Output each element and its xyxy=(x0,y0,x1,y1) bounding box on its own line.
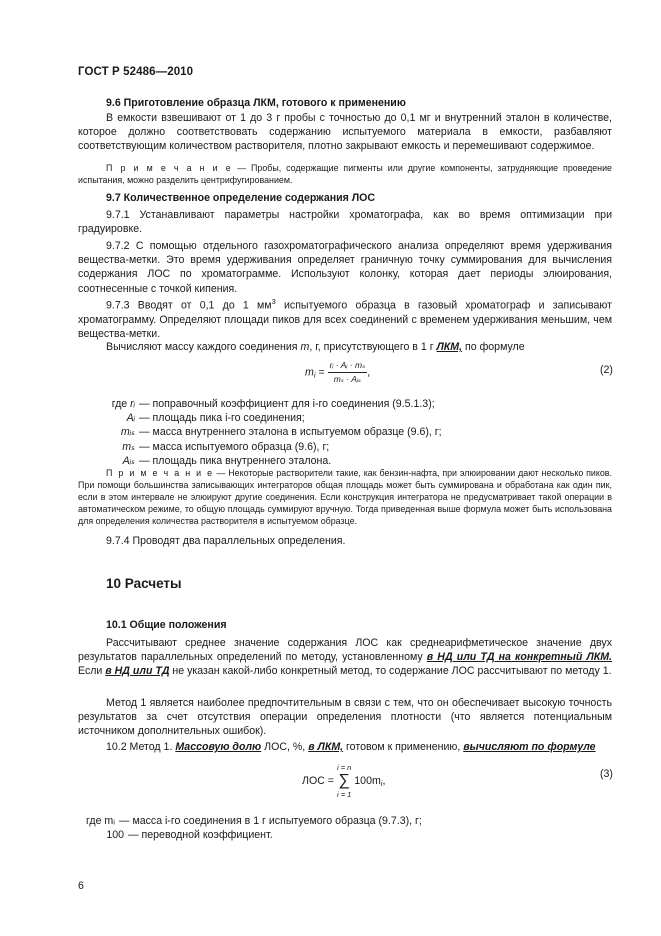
para-9-7-3-part-a: 9.7.3 Вводят от 0,1 до 1 мм xyxy=(106,299,272,312)
p3-part-d: в ЛКМ, xyxy=(308,741,344,753)
definition-row xyxy=(86,828,422,842)
formula-3-sum-top: i = n xyxy=(336,763,352,772)
calc-intro-lkm: ЛКМ, xyxy=(436,341,463,353)
definition-symbol: Aᵢ xyxy=(126,412,135,425)
section-10-title: 10 Расчеты xyxy=(106,576,182,591)
definition-row xyxy=(78,397,442,411)
p3-part-c: ЛОС, %, xyxy=(261,741,309,753)
note-text: — Некоторые растворители такие, как бензин-нафта, при элюировании дают несколько пиков. При помощи большинства записывающих интеграторов общая площадь может быть суммирована и обработана как один пик, если в этом интервале не элюируют другие соединения. Если конструкция интегратора не предусматривает такой операции в автоматическом режиме, то общую площадь суммируют вручную. Тогда приведенная выше формула может быть использована для определения количества растворителя в испытуемом образце. xyxy=(78,468,612,526)
p3-part-b: Массовую долю xyxy=(175,741,262,753)
definition-intro xyxy=(78,397,139,411)
definition-text: — поправочный коэффициент для i-го соединения (9.5.1.3); xyxy=(139,398,435,410)
calc-intro-a: Вычисляют массу каждого соединения xyxy=(106,341,301,353)
formula-3-sigma: ∑ xyxy=(338,772,350,789)
definition-text: — масса внутреннего эталона в испытуемом образце (9.6), г; xyxy=(139,426,442,439)
section-9-6-title: 9.6 Приготовление образца ЛКМ, готового к применению xyxy=(106,97,406,109)
section-9-6-paragraph: В емкости взвешивают от 1 до 3 г пробы с точностью до 0,1 мг и внутренний эталон в количестве, которое должно соответствовать содержанию испытуемого материала в емкости, разбавляют соответствующим количеством растворителя, плотно закрывают емкость и перемешивают содержимое. xyxy=(78,112,612,153)
formula-3-body xyxy=(354,775,385,788)
definition-symbol: 100 xyxy=(106,829,124,842)
definition-row xyxy=(78,454,442,468)
p3-part-a: 10.2 Метод 1. xyxy=(106,741,176,753)
definitions-list xyxy=(78,397,442,468)
section-10-2-paragraph xyxy=(106,740,626,754)
formula-2-lhs: m xyxy=(305,366,314,379)
definition-symbol: где mᵢ xyxy=(86,815,115,827)
definition-row xyxy=(78,440,442,454)
para-9-7-3-part-b: испытуемого образца в газовый хроматограф и записывают хроматограмму. Определяют площади пиков для всех соединений с временем удерживания меньшим, чем вещества-метки. xyxy=(78,299,612,340)
formula-2-fraction xyxy=(328,360,371,385)
definition-intro-word: где xyxy=(111,398,128,410)
section-10-1-paragraph-2: Метод 1 является наиболее предпочтительным в связи с тем, что он обеспечивает высокую точность результатов за счет отсутствия операции определения плотности (что является потенциальным источником дополнительных ошибок). xyxy=(78,697,612,738)
formula-2-tail: , xyxy=(367,366,371,379)
p1-part-d: в НД или ТД xyxy=(105,665,170,678)
formula-2-number: (2) xyxy=(600,364,613,376)
calc-intro xyxy=(106,340,616,354)
formula-3-sum xyxy=(337,762,351,800)
para-9-7-4: 9.7.4 Проводят два параллельных определения. xyxy=(106,535,346,547)
formula-2-lhs-sub: i xyxy=(313,370,316,380)
definition-symbol: mᵢₛ xyxy=(120,426,135,439)
para-9-7-2: 9.7.2 С помощью отдельного газохроматографического анализа определяют время удерживания вещества-метки. Это время удерживания определяет граничную точку суммирования для вычисления содержания ЛОС по хроматограмме. Используют колонку, которая дает периоды элюирования, соотнесенные с точкой кипения. xyxy=(78,240,612,295)
formula-2-eq: = xyxy=(315,366,328,379)
calc-intro-c: по формуле xyxy=(462,341,525,353)
note-label: П р и м е ч а н и е xyxy=(106,468,214,478)
p3-part-f: вычисляют по формуле xyxy=(463,741,596,753)
superscript-3: 3 xyxy=(271,297,276,306)
definition-row xyxy=(86,814,422,828)
section-9-7-title: 9.7 Количественное определение содержания ЛОС xyxy=(106,192,376,204)
p1-part-a: Рассчитывают среднее значение содержания ЛОС как среднеарифметическое значение двух результатов параллельных определений по методу, установленному xyxy=(78,637,612,664)
definition-text: — площадь пика внутреннего эталона. xyxy=(139,454,332,467)
p1-part-b: в НД или ТД на конкретный ЛКМ. xyxy=(426,651,612,664)
section-9-7-note xyxy=(78,467,612,527)
formula-3-number: (3) xyxy=(600,768,613,780)
definition-row xyxy=(78,425,442,439)
definition-text: — переводной коэффициент. xyxy=(128,829,273,842)
formula-2 xyxy=(305,360,370,385)
formula-3 xyxy=(302,762,385,800)
definition-text: — масса испытуемого образца (9.6), г; xyxy=(139,440,330,453)
note-text: — Пробы, содержащие пигменты или другие компоненты, затрудняющие проведение испытания, можно разделить центрифугированием. xyxy=(78,163,612,185)
formula-3-body-text: 100m xyxy=(354,774,381,787)
definition-row xyxy=(78,411,442,425)
para-9-7-3 xyxy=(78,295,612,341)
formula-3-tail: , xyxy=(382,774,386,787)
p3-part-e: готовом к применению, xyxy=(343,741,464,753)
definitions-list-2 xyxy=(86,814,422,842)
calc-intro-b: , г, присутствующего в 1 г xyxy=(309,341,437,353)
formula-2-denominator: mₛ · Aᵢₛ xyxy=(333,374,362,384)
document-header: ГОСТ Р 52486—2010 xyxy=(78,66,194,78)
definition-symbol: rᵢ xyxy=(130,398,135,410)
note-label: П р и м е ч а н и е xyxy=(106,163,233,173)
definition-text: — площадь пика i-го соединения; xyxy=(139,412,305,425)
definition-symbol: mₛ xyxy=(122,440,135,453)
section-10-1-title: 10.1 Общие положения xyxy=(106,619,227,631)
section-10-1-paragraph-1 xyxy=(78,636,612,679)
definition-text: — масса i-го соединения в 1 г испытуемого образца (9.7.3), г; xyxy=(118,815,422,827)
para-9-7-1: 9.7.1 Устанавливают параметры настройки хроматографа, как во время оптимизации при градуировке. xyxy=(78,209,612,236)
formula-3-lhs: ЛОС = xyxy=(302,775,334,787)
section-9-6-note xyxy=(78,162,612,186)
p1-part-c: Если xyxy=(78,665,106,678)
formula-3-sum-bottom: i = 1 xyxy=(336,790,352,799)
page-number: 6 xyxy=(78,880,84,892)
p1-part-e: не указан какой-либо конкретный метод, то содержание ЛОС рассчитывают по методу 1. xyxy=(169,665,612,678)
formula-3-body-sub: i xyxy=(380,778,383,788)
definition-symbol: Aᵢₛ xyxy=(122,454,135,467)
formula-2-numerator: rᵢ · Aᵢ · mₛ xyxy=(328,360,368,373)
calc-intro-m: m xyxy=(300,341,310,353)
